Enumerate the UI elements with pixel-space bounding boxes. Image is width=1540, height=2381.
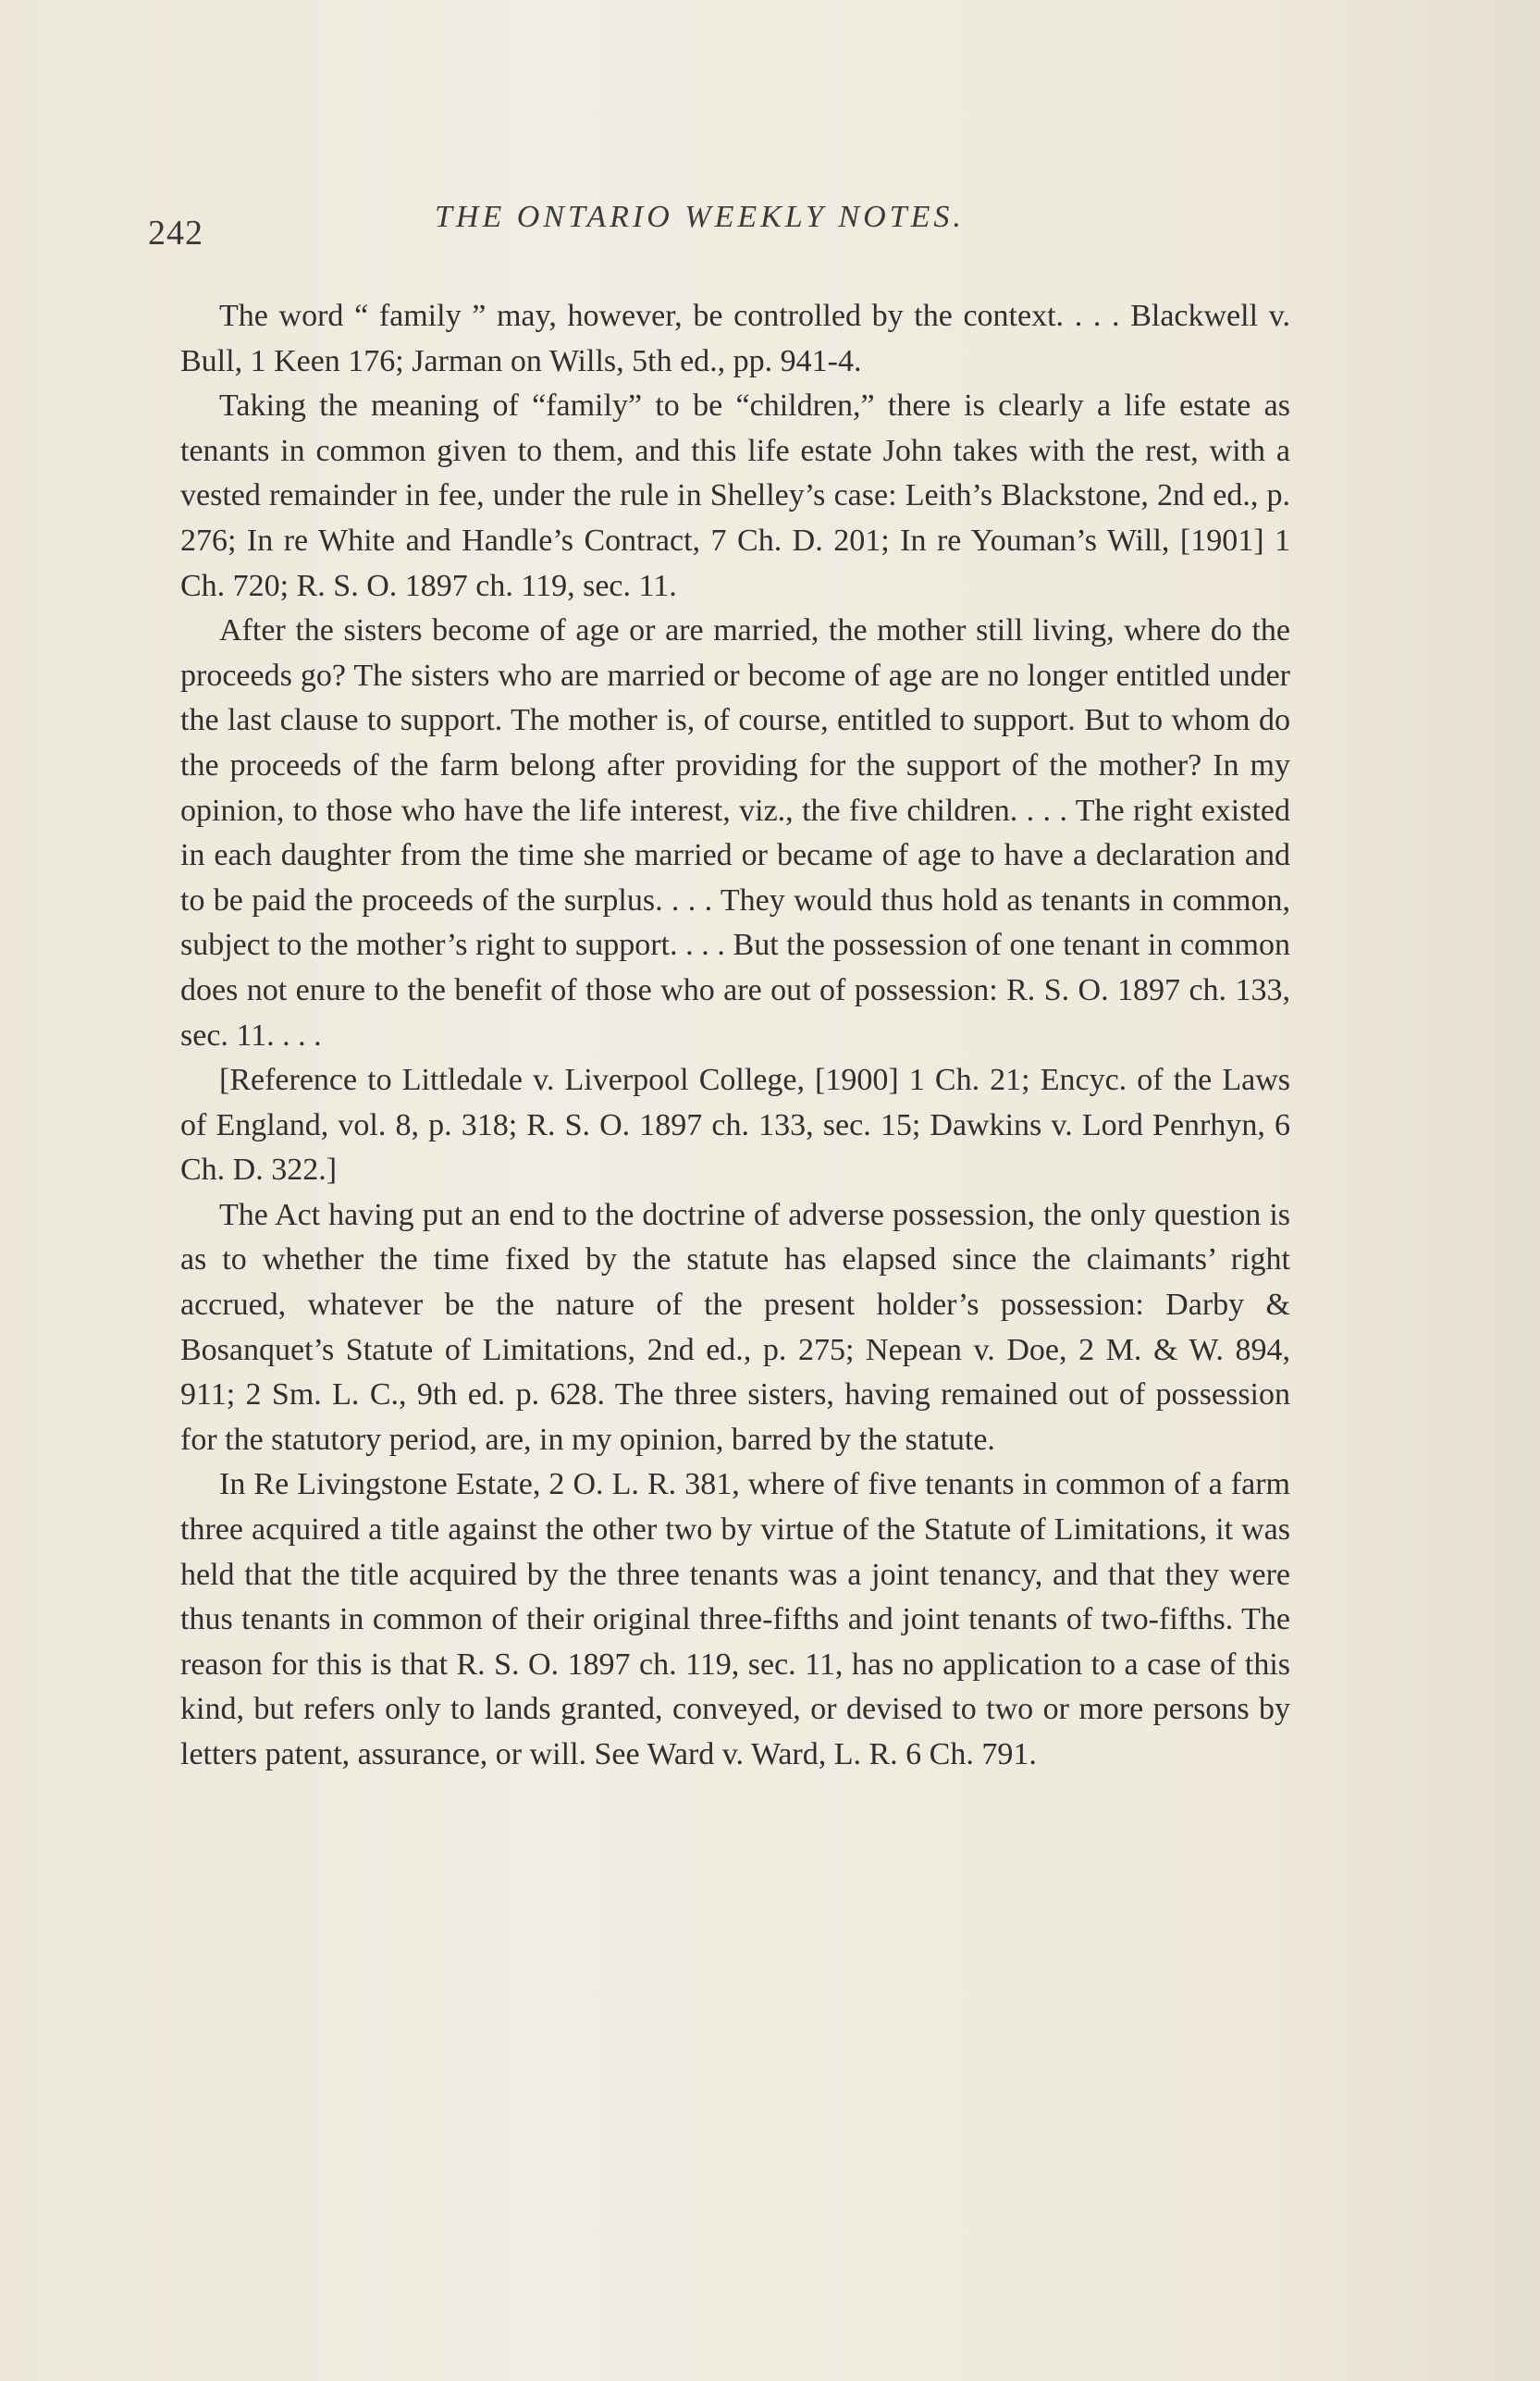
paragraph: The Act having put an end to the doctrine of adverse possession, the only question is as to whether the time fixed by the statute has elapsed since the claimants’ right accrued, whatever be the nature of the present holder’s possession: Darby & Bosanquet’s Statute of Limitations, 2nd ed., p. 275; Nepean v. Doe, 2 M. & W. 894, 911; 2 Sm. L. C., 9th ed. p. 628. The three sisters, having remained out of possession for the statutory period, are, in my opinion, barred by the statute. [180, 1197, 1290, 1457]
page-number: 242 [148, 214, 203, 253]
paragraph: Taking the meaning of “family” to be “children,” there is clearly a life estate as tenants in common given to them, and this life estate John takes with the rest, with a vested remainder in fee, under the rule in Shelley’s case: Leith’s Blackstone, 2nd ed., p. 276; In re White and Handle’s Contract, 7 Ch. D. 201; In re Youman’s Will, [1901] 1 Ch. 720; R. S. O. 1897 ch. 119, sec. 11. [180, 389, 1290, 603]
paragraph: [Reference to Littledale v. Liverpool College, [1900] 1 Ch. 21; Encyc. of the Laws of England, vol. 8, p. 318; R. S. O. 1897 ch. 133, sec. 15; Dawkins v. Lord Penrhyn, 6 Ch. D. 322.] [180, 1063, 1290, 1188]
running-head [0, 196, 1540, 252]
paragraph: The word “ family ” may, however, be controlled by the context. . . . Blackwell v. Bull, 1 Keen 176; Jarman on Wills, 5th ed., pp. 941-4. [180, 299, 1290, 378]
paragraph: In Re Livingstone Estate, 2 O. L. R. 381, where of five tenants in common of a farm three acquired a title against the other two by virtue of the Statute of Limitations, it was held that the title acquired by the three tenants was a joint tenancy, and that they were thus tenants in common of their original three-fifths and joint tenants of two-fifths. The reason for this is that R. S. O. 1897 ch. 119, sec. 11, has no application to a case of this kind, but refers only to lands granted, conveyed, or devised to two or more persons by letters patent, assurance, or will. See Ward v. Ward, L. R. 6 Ch. 791. [180, 1467, 1290, 1771]
paragraph: After the sisters become of age or are married, the mother still living, where do the proceeds go? The sisters who are married or become of age are no longer entitled under the last clause to support. The mother is, of course, entitled to support. But to whom do the proceeds of the farm belong after providing for the support of the mother? In my opinion, to those who have the life interest, viz., the five children. . . . The right existed in each daughter from the time she married or became of age to have a declaration and to be paid the proceeds of the surplus. . . . They would thus hold as tenants in common, subject to the mother’s right to support. . . . But the possession of one tenant in common does not enure to the benefit of those who are out of possession: R. S. O. 1897 ch. 133, sec. 11. . . . [180, 613, 1290, 1053]
journal-title: THE ONTARIO WEEKLY NOTES. [435, 200, 965, 234]
text-body [180, 294, 1290, 1778]
